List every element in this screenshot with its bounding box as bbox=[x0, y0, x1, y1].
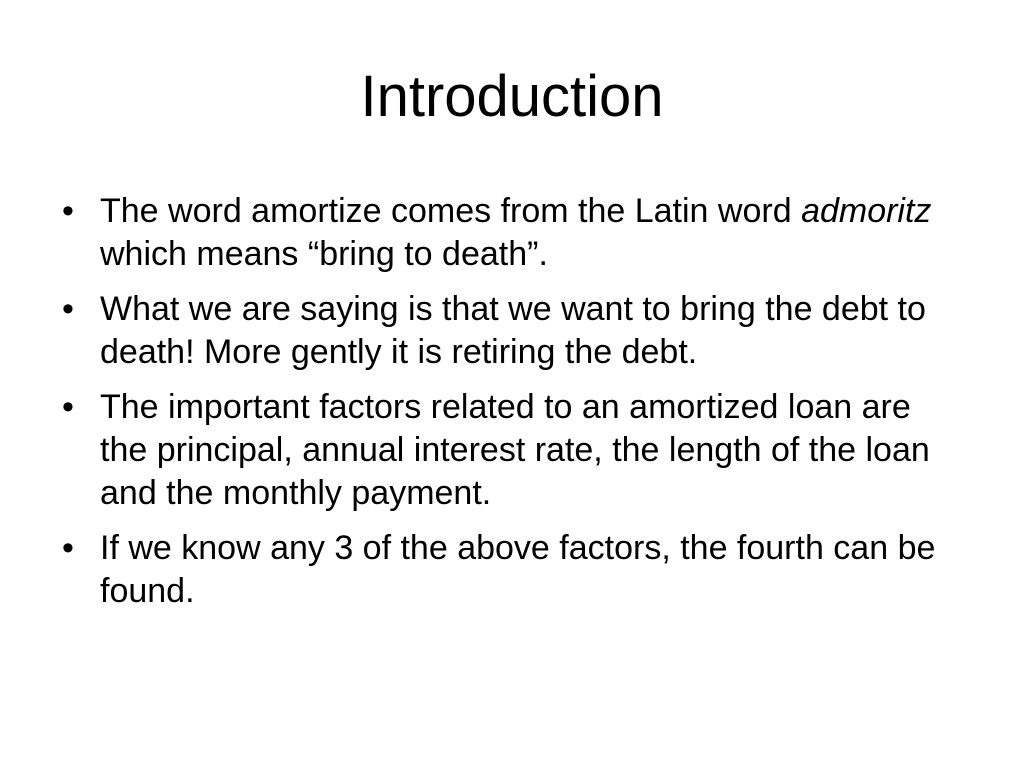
bullet-text: If we know any 3 of the above factors, the fourth can be found. bbox=[100, 529, 936, 610]
latin-word: admoritz bbox=[801, 192, 932, 230]
bullet-icon: • bbox=[62, 388, 74, 426]
bullet-text: What we are saying is that we want to bring the debt to death! More gently it is retiring the debt. bbox=[100, 290, 926, 371]
bullet-icon: • bbox=[62, 192, 74, 230]
bullet-item-etymology bbox=[62, 190, 962, 276]
bullet-list bbox=[62, 190, 962, 625]
bullet-text: The important factors related to an amortized loan are the principal, annual interest rate, the length of the loan and the monthly payment. bbox=[100, 388, 930, 512]
bullet-icon: • bbox=[62, 529, 74, 567]
bullet-text-part: The word amortize comes from the Latin word bbox=[100, 192, 802, 230]
slide-title: Introduction bbox=[360, 64, 664, 129]
bullet-item-factors bbox=[62, 386, 962, 515]
bullet-item-fourth-factor bbox=[62, 527, 962, 613]
bullet-item-meaning bbox=[62, 288, 962, 374]
bullet-icon: • bbox=[62, 290, 74, 328]
bullet-text-part: which means “bring to death”. bbox=[100, 235, 548, 273]
